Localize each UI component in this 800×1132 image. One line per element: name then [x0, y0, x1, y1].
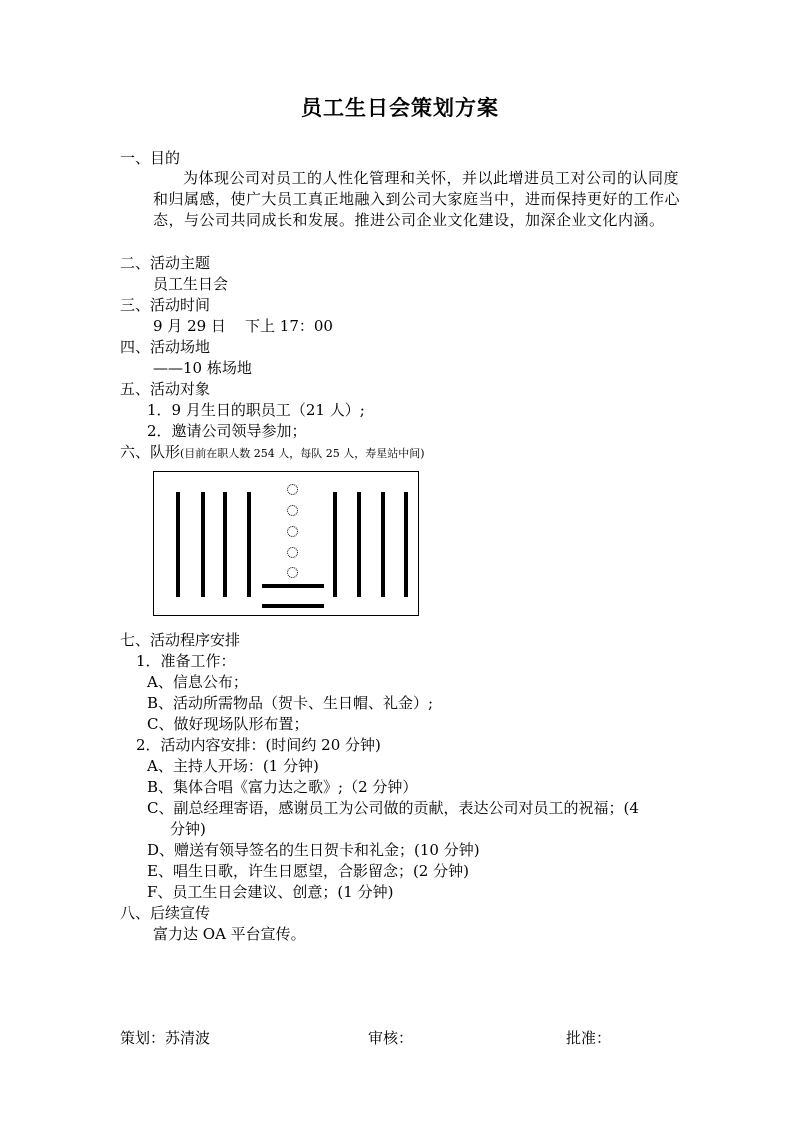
section-purpose-body: 为体现公司对员工的人性化管理和关怀，并以此增进员工对公司的认同度和归属感，使广大员工真正地融入到公司大家庭当中，进而保持更好的工作心态，与公司共同成长和发展。推进公司企业文化建设，加深企业文化内涵。: [153, 169, 681, 229]
section-target-item-1: 1．9 月生日的职员工（21 人）;: [147, 401, 365, 419]
formation-column-4: [247, 492, 251, 597]
formation-column-6: [357, 492, 361, 597]
formation-birthday-person-2: [287, 505, 298, 516]
section-time-body: 9 月 29 日 下上 17：00: [153, 317, 333, 335]
footer-reviewer: 审核：: [368, 1029, 414, 1047]
section-formation-note: (目前在职人数 254 人，每队 25 人，寿星站中间): [180, 447, 425, 460]
program-content-item-c: C、副总经理寄语，感谢员工为公司做的贡献，表达公司对员工的祝福；(4: [147, 799, 639, 817]
program-content-item-f: F、员工生日会建议、创意；(1 分钟): [147, 883, 394, 901]
formation-diagram: [153, 471, 419, 616]
section-formation-heading-text: 六、队形: [120, 443, 181, 461]
section-time-heading: 三、活动时间: [120, 296, 211, 314]
program-content-heading: 2．活动内容安排：(时间约 20 分钟): [136, 736, 381, 754]
program-prep-item-c: C、做好现场队形布置；: [147, 715, 309, 733]
section-theme-heading: 二、活动主题: [120, 254, 211, 272]
program-content-item-e: E、唱生日歌，许生日愿望，合影留念；(2 分钟): [147, 862, 469, 880]
formation-column-3: [223, 492, 227, 597]
footer-planner: 策划：苏清波: [120, 1029, 211, 1047]
formation-column-2: [201, 492, 205, 597]
formation-birthday-person-1: [287, 484, 298, 495]
formation-birthday-person-5: [287, 567, 298, 578]
program-prep-item-a: A、信息公布；: [147, 673, 248, 691]
formation-birthday-person-3: [287, 526, 298, 537]
program-prep-item-b: B、活动所需物品（贺卡、生日帽、礼金）;: [147, 694, 434, 712]
section-formation-heading: [120, 442, 425, 464]
document-title: 员工生日会策划方案: [301, 95, 499, 120]
formation-front-row-2: [262, 604, 324, 608]
section-target-item-2: 2．邀请公司领导参加；: [147, 422, 307, 440]
section-publicity-heading: 八、后续宣传: [120, 904, 211, 922]
program-content-item-d: D、赠送有领导签名的生日贺卡和礼金；(10 分钟): [147, 841, 480, 859]
program-content-item-c-continued: 分钟): [170, 820, 206, 838]
section-program-heading: 七、活动程序安排: [120, 631, 241, 649]
formation-column-8: [404, 492, 408, 597]
section-theme-body: 员工生日会: [153, 275, 229, 293]
program-content-item-b: B、集体合唱《富力达之歌》;（2 分钟）: [147, 778, 418, 796]
footer-approver: 批准：: [566, 1029, 612, 1047]
formation-column-7: [381, 492, 385, 597]
section-venue-body: ——10 栋场地: [153, 359, 252, 377]
formation-column-5: [333, 492, 337, 597]
formation-birthday-person-4: [287, 547, 298, 558]
program-content-item-a: A、主持人开场：(1 分钟): [147, 757, 319, 775]
section-purpose-heading: 一、目的: [120, 149, 181, 167]
section-venue-heading: 四、活动场地: [120, 338, 211, 356]
program-prep-heading: 1．准备工作：: [136, 652, 236, 670]
formation-column-1: [176, 492, 180, 597]
formation-front-row-1: [262, 584, 324, 588]
section-target-heading: 五、活动对象: [120, 380, 211, 398]
section-publicity-body: 富力达 OA 平台宣传。: [153, 925, 306, 943]
